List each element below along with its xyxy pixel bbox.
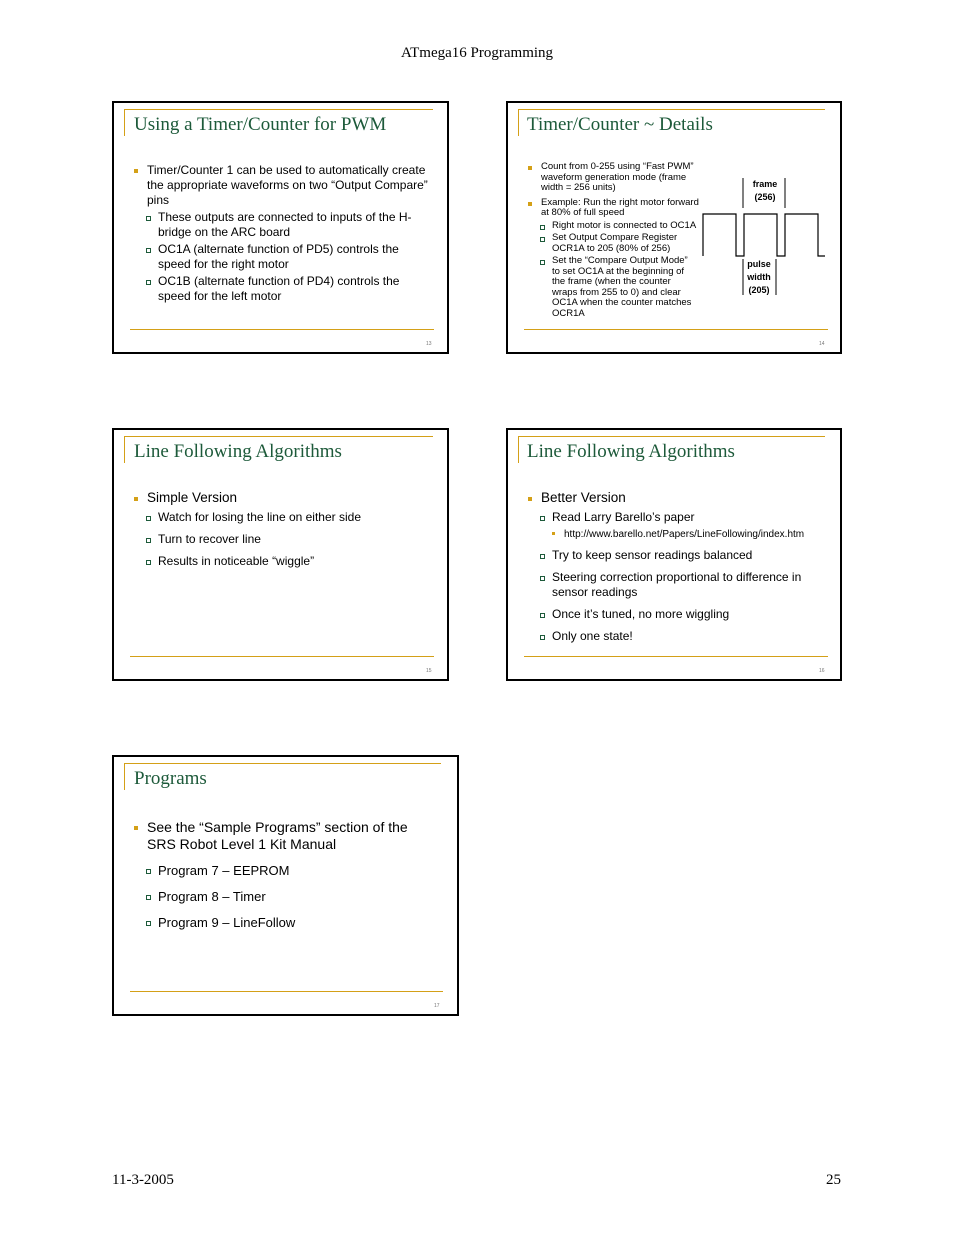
slide-title: Programs: [134, 768, 207, 789]
sub-bullet: Results in noticeable “wiggle”: [146, 554, 434, 569]
bullet: See the “Sample Programs” section of the SRS Robot Level 1 Kit Manual: [134, 819, 432, 853]
slide-number: 16: [819, 668, 825, 674]
slide-content: [528, 490, 828, 651]
footer-page-number: 25: [826, 1172, 841, 1188]
bullet: Simple Version: [134, 490, 434, 505]
bottom-rule: [130, 329, 434, 330]
bottom-rule: [524, 329, 828, 330]
bottom-rule: [130, 991, 443, 992]
sub-bullet: Program 9 – LineFollow: [146, 914, 434, 931]
slide-13: [112, 101, 449, 354]
page-header: ATmega16 Programming: [400, 45, 554, 61]
slide-content: [134, 163, 434, 304]
slide-title: Line Following Algorithms: [134, 441, 342, 462]
bottom-rule: [524, 656, 828, 657]
bullet: Timer/Counter 1 can be used to automatically create the appropriate waveforms on two “Output Compare” pins: [134, 163, 434, 208]
slide-number: 17: [434, 1003, 440, 1009]
slide-17: [112, 755, 459, 1016]
sub-bullet: Set Output Compare Register OCR1A to 205 (80% of 256): [540, 233, 708, 254]
sub-bullet: These outputs are connected to inputs of the H-bridge on the ARC board: [146, 210, 434, 240]
footer-date: 11-3-2005: [112, 1172, 174, 1188]
bullet: Example: Run the right motor forward at 80% of full speed: [528, 198, 708, 219]
bullet: Count from 0-255 using “Fast PWM” waveform generation mode (frame width = 256 units): [528, 162, 708, 194]
sub-bullet: Set the “Compare Output Mode” to set OC1A at the beginning of the frame (when the counter wraps from 255 to 0) and clear OC1A when the counter matches OCR1A: [540, 256, 697, 319]
pwm-waveform-diagram: [508, 103, 842, 354]
sub-bullet: Once it’s tuned, no more wiggling: [540, 607, 828, 622]
slide-14: [506, 101, 842, 354]
slide-15: [112, 428, 449, 681]
slide-number: 15: [426, 668, 432, 674]
sub-bullet: OC1B (alternate function of PD4) controls the speed for the left motor: [146, 274, 434, 304]
sub-bullet: Right motor is connected to OC1A: [540, 221, 708, 232]
slide-content: [134, 490, 434, 576]
sub-bullet: Watch for losing the line on either side: [146, 510, 434, 525]
bottom-rule: [130, 656, 434, 657]
link-bullet[interactable]: http://www.barello.net/Papers/LineFollowing/index.htm: [552, 527, 828, 542]
sub-bullet: Try to keep sensor readings balanced: [540, 548, 828, 563]
sub-bullet: Program 7 – EEPROM: [146, 862, 434, 879]
sub-bullet: Only one state!: [540, 629, 828, 644]
sub-bullet: Steering correction proportional to difference in sensor readings: [540, 570, 822, 600]
sub-bullet: Program 8 – Timer: [146, 888, 434, 905]
pulse-width-label: pulse width (205): [747, 259, 771, 295]
frame-label: frame (256): [752, 179, 778, 202]
sub-bullet: Read Larry Barello’s paper: [540, 510, 828, 525]
slide-16: [506, 428, 842, 681]
slide-title: Using a Timer/Counter for PWM: [134, 114, 387, 135]
slide-number: 13: [426, 341, 432, 347]
slide-title: Timer/Counter ~ Details: [527, 114, 713, 135]
slide-number: 14: [819, 341, 825, 347]
sub-bullet: OC1A (alternate function of PD5) controls the speed for the right motor: [146, 242, 434, 272]
slide-title: Line Following Algorithms: [527, 441, 735, 462]
sub-bullet: Turn to recover line: [146, 532, 434, 547]
slide-content: [134, 819, 434, 940]
bullet: Better Version: [528, 490, 828, 505]
